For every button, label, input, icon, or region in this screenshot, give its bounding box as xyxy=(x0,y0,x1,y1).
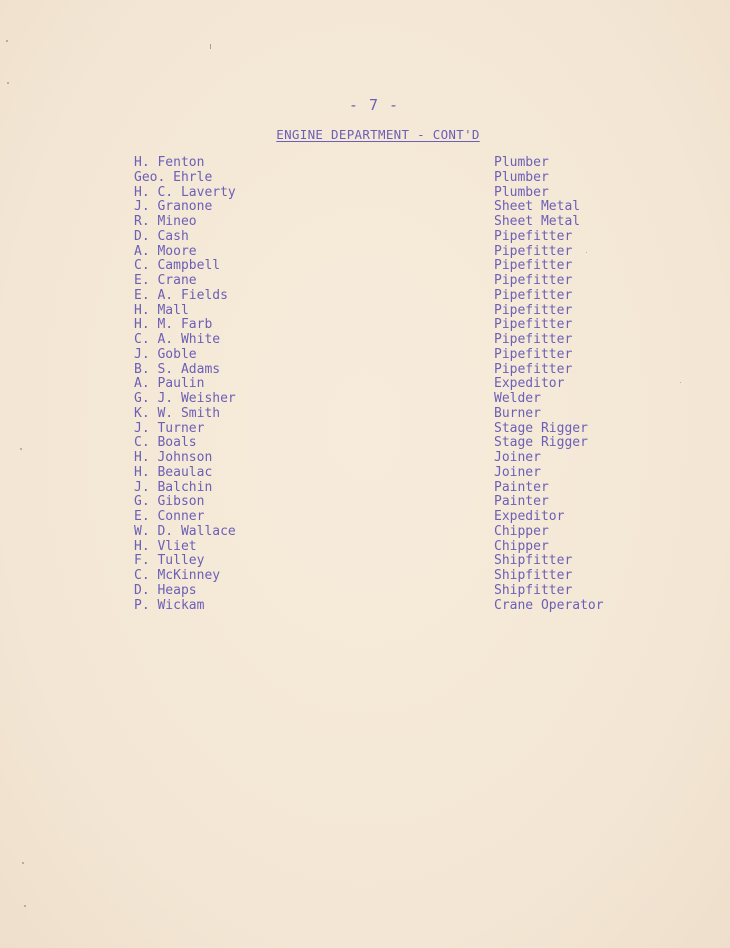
employee-name: A. Moore xyxy=(134,243,197,259)
roster-row xyxy=(134,304,614,319)
roster-row xyxy=(134,274,614,289)
employee-trade: Plumber xyxy=(494,184,549,200)
roster-row xyxy=(134,599,614,614)
employee-trade: Pipefitter xyxy=(494,243,573,259)
employee-trade: Pipefitter xyxy=(494,317,573,333)
employee-name: H. C. Laverty xyxy=(134,184,236,200)
employee-name: H. Fenton xyxy=(134,155,205,170)
employee-trade: Pipefitter xyxy=(494,302,573,318)
employee-trade: Expeditor xyxy=(494,376,565,392)
employee-name: E. Conner xyxy=(134,509,205,524)
roster-row xyxy=(134,392,614,407)
paper-speck xyxy=(586,252,587,253)
employee-name: H. M. Farb xyxy=(134,317,213,333)
employee-name: F. Tulley xyxy=(134,553,205,569)
employee-name: G. Gibson xyxy=(134,494,205,510)
roster-row xyxy=(134,481,614,496)
employee-name: J. Balchin xyxy=(134,479,213,495)
employee-name: J. Granone xyxy=(134,199,213,215)
roster-row xyxy=(134,171,614,186)
employee-trade: Plumber xyxy=(494,155,549,170)
employee-name: C. McKinney xyxy=(134,568,221,583)
employee-trade: Pipefitter xyxy=(494,258,573,274)
roster-row xyxy=(134,348,614,363)
section-heading: ENGINE DEPARTMENT - CONT'D xyxy=(276,127,480,142)
roster-row xyxy=(134,451,614,466)
roster-row xyxy=(134,510,614,525)
employee-trade: Chipper xyxy=(494,523,549,539)
roster-row xyxy=(134,436,614,451)
roster-row xyxy=(134,186,614,201)
employee-trade: Pipefitter xyxy=(494,346,573,362)
roster-row xyxy=(134,200,614,215)
roster-row xyxy=(134,289,614,304)
roster-row xyxy=(134,554,614,569)
paper-speck xyxy=(24,905,26,907)
employee-trade: Welder xyxy=(494,391,541,406)
employee-name: A. Paulin xyxy=(134,376,205,392)
employee-trade: Plumber xyxy=(494,169,549,185)
employee-roster xyxy=(134,156,614,613)
employee-name: R. Mineo xyxy=(134,214,197,229)
roster-row xyxy=(134,495,614,510)
employee-name: D. Heaps xyxy=(134,582,197,598)
roster-row xyxy=(134,377,614,392)
employee-trade: Painter xyxy=(494,479,549,495)
roster-row xyxy=(134,584,614,599)
employee-trade: Painter xyxy=(494,494,549,510)
employee-trade: Burner xyxy=(494,405,541,421)
roster-row xyxy=(134,230,614,245)
employee-trade: Joiner xyxy=(494,464,541,480)
roster-row xyxy=(134,525,614,540)
employee-name: E. Crane xyxy=(134,273,197,288)
employee-trade: Sheet Metal xyxy=(494,199,581,215)
employee-trade: Pipefitter xyxy=(494,287,573,303)
employee-name: E. A. Fields xyxy=(134,287,228,303)
employee-name: C. Boals xyxy=(134,435,197,451)
employee-trade: Stage Rigger xyxy=(494,420,588,436)
employee-name: W. D. Wallace xyxy=(134,523,236,539)
employee-name: D. Cash xyxy=(134,228,189,244)
employee-trade: Pipefitter xyxy=(494,361,573,377)
employee-trade: Shipfitter xyxy=(494,553,573,569)
roster-row xyxy=(134,156,614,171)
employee-name: C. Campbell xyxy=(134,258,221,274)
paper-speck xyxy=(20,448,22,450)
paper-speck xyxy=(6,40,8,42)
employee-name: C. A. White xyxy=(134,332,221,347)
roster-row xyxy=(134,259,614,274)
roster-row xyxy=(134,422,614,437)
employee-name: G. J. Weisher xyxy=(134,391,236,406)
roster-row xyxy=(134,407,614,422)
employee-name: H. Mall xyxy=(134,302,189,318)
roster-row xyxy=(134,569,614,584)
employee-trade: Pipefitter xyxy=(494,273,573,288)
employee-name: J. Turner xyxy=(134,420,205,436)
employee-trade: Pipefitter xyxy=(494,332,573,347)
employee-trade: Expeditor xyxy=(494,509,565,524)
employee-trade: Shipfitter xyxy=(494,582,573,598)
employee-trade: Crane Operator xyxy=(494,597,604,613)
employee-name: J. Goble xyxy=(134,346,197,362)
roster-row xyxy=(134,466,614,481)
employee-trade: Shipfitter xyxy=(494,568,573,583)
roster-row xyxy=(134,333,614,348)
roster-row xyxy=(134,540,614,555)
employee-trade: Chipper xyxy=(494,538,549,554)
roster-row xyxy=(134,363,614,378)
page-number: - 7 - xyxy=(348,96,400,114)
roster-row xyxy=(134,215,614,230)
paper-speck xyxy=(22,862,24,864)
employee-name: H. Johnson xyxy=(134,450,213,465)
employee-name: H. Beaulac xyxy=(134,464,213,480)
employee-name: P. Wickam xyxy=(134,597,205,613)
employee-name: B. S. Adams xyxy=(134,361,221,377)
employee-name: K. W. Smith xyxy=(134,405,221,421)
employee-name: Geo. Ehrle xyxy=(134,169,213,185)
employee-trade: Stage Rigger xyxy=(494,435,588,451)
employee-name: H. Vliet xyxy=(134,538,197,554)
roster-row xyxy=(134,245,614,260)
employee-trade: Sheet Metal xyxy=(494,214,581,229)
roster-row xyxy=(134,318,614,333)
paper-speck xyxy=(7,82,9,84)
employee-trade: Joiner xyxy=(494,450,541,465)
employee-trade: Pipefitter xyxy=(494,228,573,244)
paper-speck xyxy=(680,382,681,383)
paper-speck xyxy=(210,44,211,49)
